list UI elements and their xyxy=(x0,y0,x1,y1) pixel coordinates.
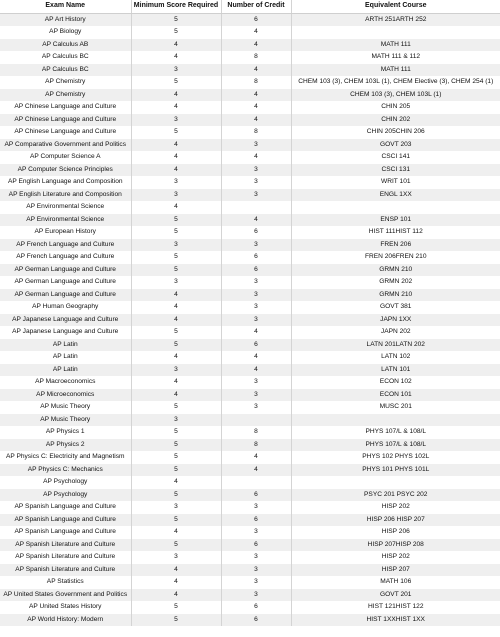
exam-name-cell: AP Macroeconomics xyxy=(0,376,131,389)
credit-cell: 6 xyxy=(221,251,291,264)
table-row xyxy=(0,214,500,227)
equivalent-course-cell: MATH 111 xyxy=(291,39,500,52)
col-header-minimum-score: Minimum Score Required xyxy=(131,0,221,13)
exam-name-cell: AP English Language and Composition xyxy=(0,176,131,189)
table-row xyxy=(0,276,500,289)
credit-cell: 6 xyxy=(221,539,291,552)
table-row xyxy=(0,589,500,602)
minimum-score-cell: 4 xyxy=(131,51,221,64)
exam-name-cell: AP Environmental Science xyxy=(0,214,131,227)
minimum-score-cell: 3 xyxy=(131,239,221,252)
credit-cell: 6 xyxy=(221,514,291,527)
credit-cell: 4 xyxy=(221,464,291,477)
credit-cell: 3 xyxy=(221,176,291,189)
credit-cell: 4 xyxy=(221,351,291,364)
minimum-score-cell: 4 xyxy=(131,526,221,539)
exam-name-cell: AP Latin xyxy=(0,351,131,364)
equivalent-course-cell: FREN 206 xyxy=(291,239,500,252)
equivalent-course-cell: HIST 111HIST 112 xyxy=(291,226,500,239)
equivalent-course-cell: PSYC 201 PSYC 202 xyxy=(291,489,500,502)
exam-name-cell: AP Music Theory xyxy=(0,414,131,427)
table-row xyxy=(0,526,500,539)
exam-name-cell: AP Biology xyxy=(0,26,131,39)
credit-cell: 6 xyxy=(221,489,291,502)
equivalent-course-cell: FREN 206FREN 210 xyxy=(291,251,500,264)
equivalent-course-cell: JAPN 202 xyxy=(291,326,500,339)
table-row xyxy=(0,364,500,377)
equivalent-course-cell: GOVT 381 xyxy=(291,301,500,314)
header-row xyxy=(0,0,500,13)
equivalent-course-cell: ARTH 251ARTH 252 xyxy=(291,13,500,26)
credit-cell: 6 xyxy=(221,226,291,239)
credit-cell: 8 xyxy=(221,76,291,89)
exam-name-cell: AP Statistics xyxy=(0,576,131,589)
exam-name-cell: AP World History: Modern xyxy=(0,614,131,627)
exam-name-cell: AP Japanese Language and Culture xyxy=(0,326,131,339)
credit-cell: 3 xyxy=(221,551,291,564)
exam-name-cell: AP Psychology xyxy=(0,476,131,489)
minimum-score-cell: 5 xyxy=(131,489,221,502)
equivalent-course-cell: CHEM 103 (3), CHEM 103L (1), CHEM Elective (3), CHEM 254 (1) xyxy=(291,76,500,89)
minimum-score-cell: 4 xyxy=(131,39,221,52)
table-row xyxy=(0,326,500,339)
table-row xyxy=(0,339,500,352)
table-row xyxy=(0,451,500,464)
credit-cell: 4 xyxy=(221,214,291,227)
equivalent-course-cell: HISP 207HISP 208 xyxy=(291,539,500,552)
minimum-score-cell: 4 xyxy=(131,476,221,489)
credit-cell: 6 xyxy=(221,264,291,277)
col-header-exam-name: Exam Name xyxy=(0,0,131,13)
minimum-score-cell: 5 xyxy=(131,13,221,26)
credit-cell: 6 xyxy=(221,339,291,352)
credit-cell: 4 xyxy=(221,114,291,127)
exam-name-cell: AP Spanish Language and Culture xyxy=(0,501,131,514)
equivalent-course-cell: HIST 121HIST 122 xyxy=(291,601,500,614)
equivalent-course-cell: LATN 201LATN 202 xyxy=(291,339,500,352)
minimum-score-cell: 4 xyxy=(131,351,221,364)
table-row xyxy=(0,351,500,364)
table-row xyxy=(0,401,500,414)
equivalent-course-cell xyxy=(291,414,500,427)
exam-name-cell: AP Calculus AB xyxy=(0,39,131,52)
exam-name-cell: AP German Language and Culture xyxy=(0,276,131,289)
credit-cell xyxy=(221,476,291,489)
credit-cell: 3 xyxy=(221,389,291,402)
exam-name-cell: AP Spanish Language and Culture xyxy=(0,526,131,539)
minimum-score-cell: 5 xyxy=(131,251,221,264)
credit-cell: 3 xyxy=(221,589,291,602)
exam-name-cell: AP Calculus BC xyxy=(0,64,131,77)
equivalent-course-cell: HISP 206 xyxy=(291,526,500,539)
credit-cell xyxy=(221,201,291,214)
credit-cell: 4 xyxy=(221,326,291,339)
col-header-number-of-credit: Number of Credit xyxy=(221,0,291,13)
minimum-score-cell: 5 xyxy=(131,214,221,227)
credit-cell: 4 xyxy=(221,101,291,114)
table-row xyxy=(0,426,500,439)
exam-name-cell: AP Chemistry xyxy=(0,76,131,89)
equivalent-course-cell: GOVT 201 xyxy=(291,589,500,602)
equivalent-course-cell: CSCI 131 xyxy=(291,164,500,177)
equivalent-course-cell: LATN 101 xyxy=(291,364,500,377)
credit-cell: 6 xyxy=(221,601,291,614)
table-row xyxy=(0,239,500,252)
minimum-score-cell: 4 xyxy=(131,139,221,152)
table-row xyxy=(0,26,500,39)
equivalent-course-cell: HISP 202 xyxy=(291,501,500,514)
credit-cell: 3 xyxy=(221,189,291,202)
table-row xyxy=(0,601,500,614)
table-row xyxy=(0,139,500,152)
credit-cell: 6 xyxy=(221,13,291,26)
minimum-score-cell: 5 xyxy=(131,614,221,627)
equivalent-course-cell: HISP 202 xyxy=(291,551,500,564)
credit-cell: 4 xyxy=(221,451,291,464)
table-row xyxy=(0,114,500,127)
minimum-score-cell: 4 xyxy=(131,164,221,177)
exam-name-cell: AP English Literature and Composition xyxy=(0,189,131,202)
minimum-score-cell: 3 xyxy=(131,414,221,427)
equivalent-course-cell xyxy=(291,201,500,214)
table-row xyxy=(0,289,500,302)
minimum-score-cell: 5 xyxy=(131,464,221,477)
table-row xyxy=(0,464,500,477)
exam-name-cell: AP United States History xyxy=(0,601,131,614)
equivalent-course-cell: GRMN 210 xyxy=(291,289,500,302)
exam-name-cell: AP Comparative Government and Politics xyxy=(0,139,131,152)
exam-name-cell: AP Latin xyxy=(0,364,131,377)
credit-cell: 3 xyxy=(221,276,291,289)
equivalent-course-cell: HISP 206 HISP 207 xyxy=(291,514,500,527)
minimum-score-cell: 5 xyxy=(131,264,221,277)
minimum-score-cell: 5 xyxy=(131,126,221,139)
minimum-score-cell: 4 xyxy=(131,289,221,302)
minimum-score-cell: 5 xyxy=(131,226,221,239)
equivalent-course-cell xyxy=(291,476,500,489)
table-row xyxy=(0,439,500,452)
table-row xyxy=(0,226,500,239)
table-row xyxy=(0,176,500,189)
table-row xyxy=(0,551,500,564)
credit-cell: 4 xyxy=(221,151,291,164)
credit-cell: 3 xyxy=(221,376,291,389)
minimum-score-cell: 3 xyxy=(131,501,221,514)
equivalent-course-cell: PHYS 107/L & 108/L xyxy=(291,439,500,452)
exam-name-cell: AP Japanese Language and Culture xyxy=(0,314,131,327)
table-row xyxy=(0,501,500,514)
minimum-score-cell: 4 xyxy=(131,89,221,102)
minimum-score-cell: 4 xyxy=(131,576,221,589)
exam-name-cell: AP Environmental Science xyxy=(0,201,131,214)
table-row xyxy=(0,76,500,89)
equivalent-course-cell: CSCI 141 xyxy=(291,151,500,164)
equivalent-course-cell: HISP 207 xyxy=(291,564,500,577)
table-row xyxy=(0,301,500,314)
credit-cell: 4 xyxy=(221,364,291,377)
exam-name-cell: AP European History xyxy=(0,226,131,239)
equivalent-course-cell: PHYS 101 PHYS 101L xyxy=(291,464,500,477)
equivalent-course-cell: GRMN 202 xyxy=(291,276,500,289)
equivalent-course-cell: MUSC 201 xyxy=(291,401,500,414)
minimum-score-cell: 4 xyxy=(131,389,221,402)
exam-name-cell: AP German Language and Culture xyxy=(0,264,131,277)
equivalent-course-cell: HIST 1XXHIST 1XX xyxy=(291,614,500,627)
minimum-score-cell: 4 xyxy=(131,376,221,389)
exam-name-cell: AP Physics C: Electricity and Magnetism xyxy=(0,451,131,464)
credit-cell: 6 xyxy=(221,614,291,627)
equivalent-course-cell: ENSP 101 xyxy=(291,214,500,227)
table-row xyxy=(0,476,500,489)
minimum-score-cell: 5 xyxy=(131,339,221,352)
minimum-score-cell: 5 xyxy=(131,26,221,39)
credit-cell: 3 xyxy=(221,239,291,252)
col-header-equivalent-course: Equivalent Course xyxy=(291,0,500,13)
equivalent-course-cell: CHIN 202 xyxy=(291,114,500,127)
exam-name-cell: AP Chinese Language and Culture xyxy=(0,126,131,139)
exam-name-cell: AP French Language and Culture xyxy=(0,239,131,252)
credit-cell: 3 xyxy=(221,401,291,414)
exam-name-cell: AP Human Geography xyxy=(0,301,131,314)
credit-cell: 4 xyxy=(221,89,291,102)
minimum-score-cell: 3 xyxy=(131,189,221,202)
table-row xyxy=(0,201,500,214)
credit-cell: 4 xyxy=(221,26,291,39)
credit-cell: 3 xyxy=(221,526,291,539)
credit-cell: 3 xyxy=(221,139,291,152)
equivalent-course-cell: CHIN 205 xyxy=(291,101,500,114)
minimum-score-cell: 5 xyxy=(131,426,221,439)
minimum-score-cell: 4 xyxy=(131,101,221,114)
exam-name-cell: AP Chemistry xyxy=(0,89,131,102)
minimum-score-cell: 4 xyxy=(131,564,221,577)
equivalent-course-cell: WRIT 101 xyxy=(291,176,500,189)
equivalent-course-cell: ECON 102 xyxy=(291,376,500,389)
credit-cell: 3 xyxy=(221,564,291,577)
exam-name-cell: AP Computer Science A xyxy=(0,151,131,164)
table-row xyxy=(0,39,500,52)
table-row xyxy=(0,514,500,527)
minimum-score-cell: 5 xyxy=(131,401,221,414)
exam-name-cell: AP Latin xyxy=(0,339,131,352)
equivalent-course-cell: PHYS 107/L & 108/L xyxy=(291,426,500,439)
credit-cell: 3 xyxy=(221,314,291,327)
minimum-score-cell: 3 xyxy=(131,276,221,289)
equivalent-course-cell xyxy=(291,26,500,39)
table-row xyxy=(0,539,500,552)
credit-cell: 3 xyxy=(221,301,291,314)
equivalent-course-cell: MATH 111 xyxy=(291,64,500,77)
equivalent-course-cell: PHYS 102 PHYS 102L xyxy=(291,451,500,464)
minimum-score-cell: 3 xyxy=(131,364,221,377)
credit-cell: 8 xyxy=(221,439,291,452)
exam-name-cell: AP Psychology xyxy=(0,489,131,502)
table-row xyxy=(0,489,500,502)
equivalent-course-cell: GOVT 203 xyxy=(291,139,500,152)
credit-cell: 3 xyxy=(221,289,291,302)
table-row xyxy=(0,189,500,202)
minimum-score-cell: 3 xyxy=(131,64,221,77)
table-row xyxy=(0,164,500,177)
table-row xyxy=(0,51,500,64)
credit-cell: 3 xyxy=(221,501,291,514)
table-row xyxy=(0,389,500,402)
exam-name-cell: AP French Language and Culture xyxy=(0,251,131,264)
credit-cell: 4 xyxy=(221,39,291,52)
table-row xyxy=(0,64,500,77)
table-body xyxy=(0,13,500,626)
equivalent-course-cell: CHEM 103 (3), CHEM 103L (1) xyxy=(291,89,500,102)
equivalent-course-cell: LATN 102 xyxy=(291,351,500,364)
table-row xyxy=(0,89,500,102)
minimum-score-cell: 3 xyxy=(131,551,221,564)
equivalent-course-cell: GRMN 210 xyxy=(291,264,500,277)
exam-name-cell: AP Chinese Language and Culture xyxy=(0,101,131,114)
exam-name-cell: AP Spanish Literature and Culture xyxy=(0,564,131,577)
table-row xyxy=(0,251,500,264)
equivalent-course-cell: ENGL 1XX xyxy=(291,189,500,202)
exam-name-cell: AP Spanish Literature and Culture xyxy=(0,551,131,564)
table-row xyxy=(0,576,500,589)
exam-name-cell: AP Physics C: Mechanics xyxy=(0,464,131,477)
minimum-score-cell: 5 xyxy=(131,439,221,452)
minimum-score-cell: 5 xyxy=(131,601,221,614)
minimum-score-cell: 4 xyxy=(131,201,221,214)
table-row xyxy=(0,126,500,139)
minimum-score-cell: 3 xyxy=(131,176,221,189)
exam-name-cell: AP Microeconomics xyxy=(0,389,131,402)
exam-name-cell: AP Chinese Language and Culture xyxy=(0,114,131,127)
minimum-score-cell: 4 xyxy=(131,301,221,314)
minimum-score-cell: 5 xyxy=(131,539,221,552)
exam-name-cell: AP Spanish Language and Culture xyxy=(0,514,131,527)
equivalent-course-cell: ECON 101 xyxy=(291,389,500,402)
table-row xyxy=(0,414,500,427)
minimum-score-cell: 5 xyxy=(131,514,221,527)
table-row xyxy=(0,376,500,389)
equivalent-course-cell: JAPN 1XX xyxy=(291,314,500,327)
table-row xyxy=(0,314,500,327)
exam-name-cell: AP Physics 2 xyxy=(0,439,131,452)
exam-name-cell: AP Physics 1 xyxy=(0,426,131,439)
exam-name-cell: AP United States Government and Politics xyxy=(0,589,131,602)
exam-name-cell: AP Music Theory xyxy=(0,401,131,414)
minimum-score-cell: 5 xyxy=(131,451,221,464)
minimum-score-cell: 5 xyxy=(131,76,221,89)
minimum-score-cell: 4 xyxy=(131,151,221,164)
table-row xyxy=(0,101,500,114)
credit-cell: 8 xyxy=(221,51,291,64)
table-row xyxy=(0,264,500,277)
minimum-score-cell: 4 xyxy=(131,314,221,327)
credit-cell xyxy=(221,414,291,427)
exam-name-cell: AP Computer Science Principles xyxy=(0,164,131,177)
exam-name-cell: AP Art History xyxy=(0,13,131,26)
credit-cell: 3 xyxy=(221,576,291,589)
equivalent-course-cell: CHIN 205CHIN 206 xyxy=(291,126,500,139)
minimum-score-cell: 4 xyxy=(131,589,221,602)
exam-name-cell: AP Calculus BC xyxy=(0,51,131,64)
table-row xyxy=(0,614,500,627)
credit-cell: 8 xyxy=(221,126,291,139)
minimum-score-cell: 5 xyxy=(131,326,221,339)
credit-cell: 8 xyxy=(221,426,291,439)
equivalent-course-cell: MATH 111 & 112 xyxy=(291,51,500,64)
minimum-score-cell: 3 xyxy=(131,114,221,127)
credit-cell: 4 xyxy=(221,64,291,77)
table-row xyxy=(0,564,500,577)
credit-cell: 3 xyxy=(221,164,291,177)
table-row xyxy=(0,151,500,164)
table-row xyxy=(0,13,500,26)
exam-name-cell: AP Spanish Literature and Culture xyxy=(0,539,131,552)
exam-name-cell: AP German Language and Culture xyxy=(0,289,131,302)
equivalent-course-cell: MATH 106 xyxy=(291,576,500,589)
